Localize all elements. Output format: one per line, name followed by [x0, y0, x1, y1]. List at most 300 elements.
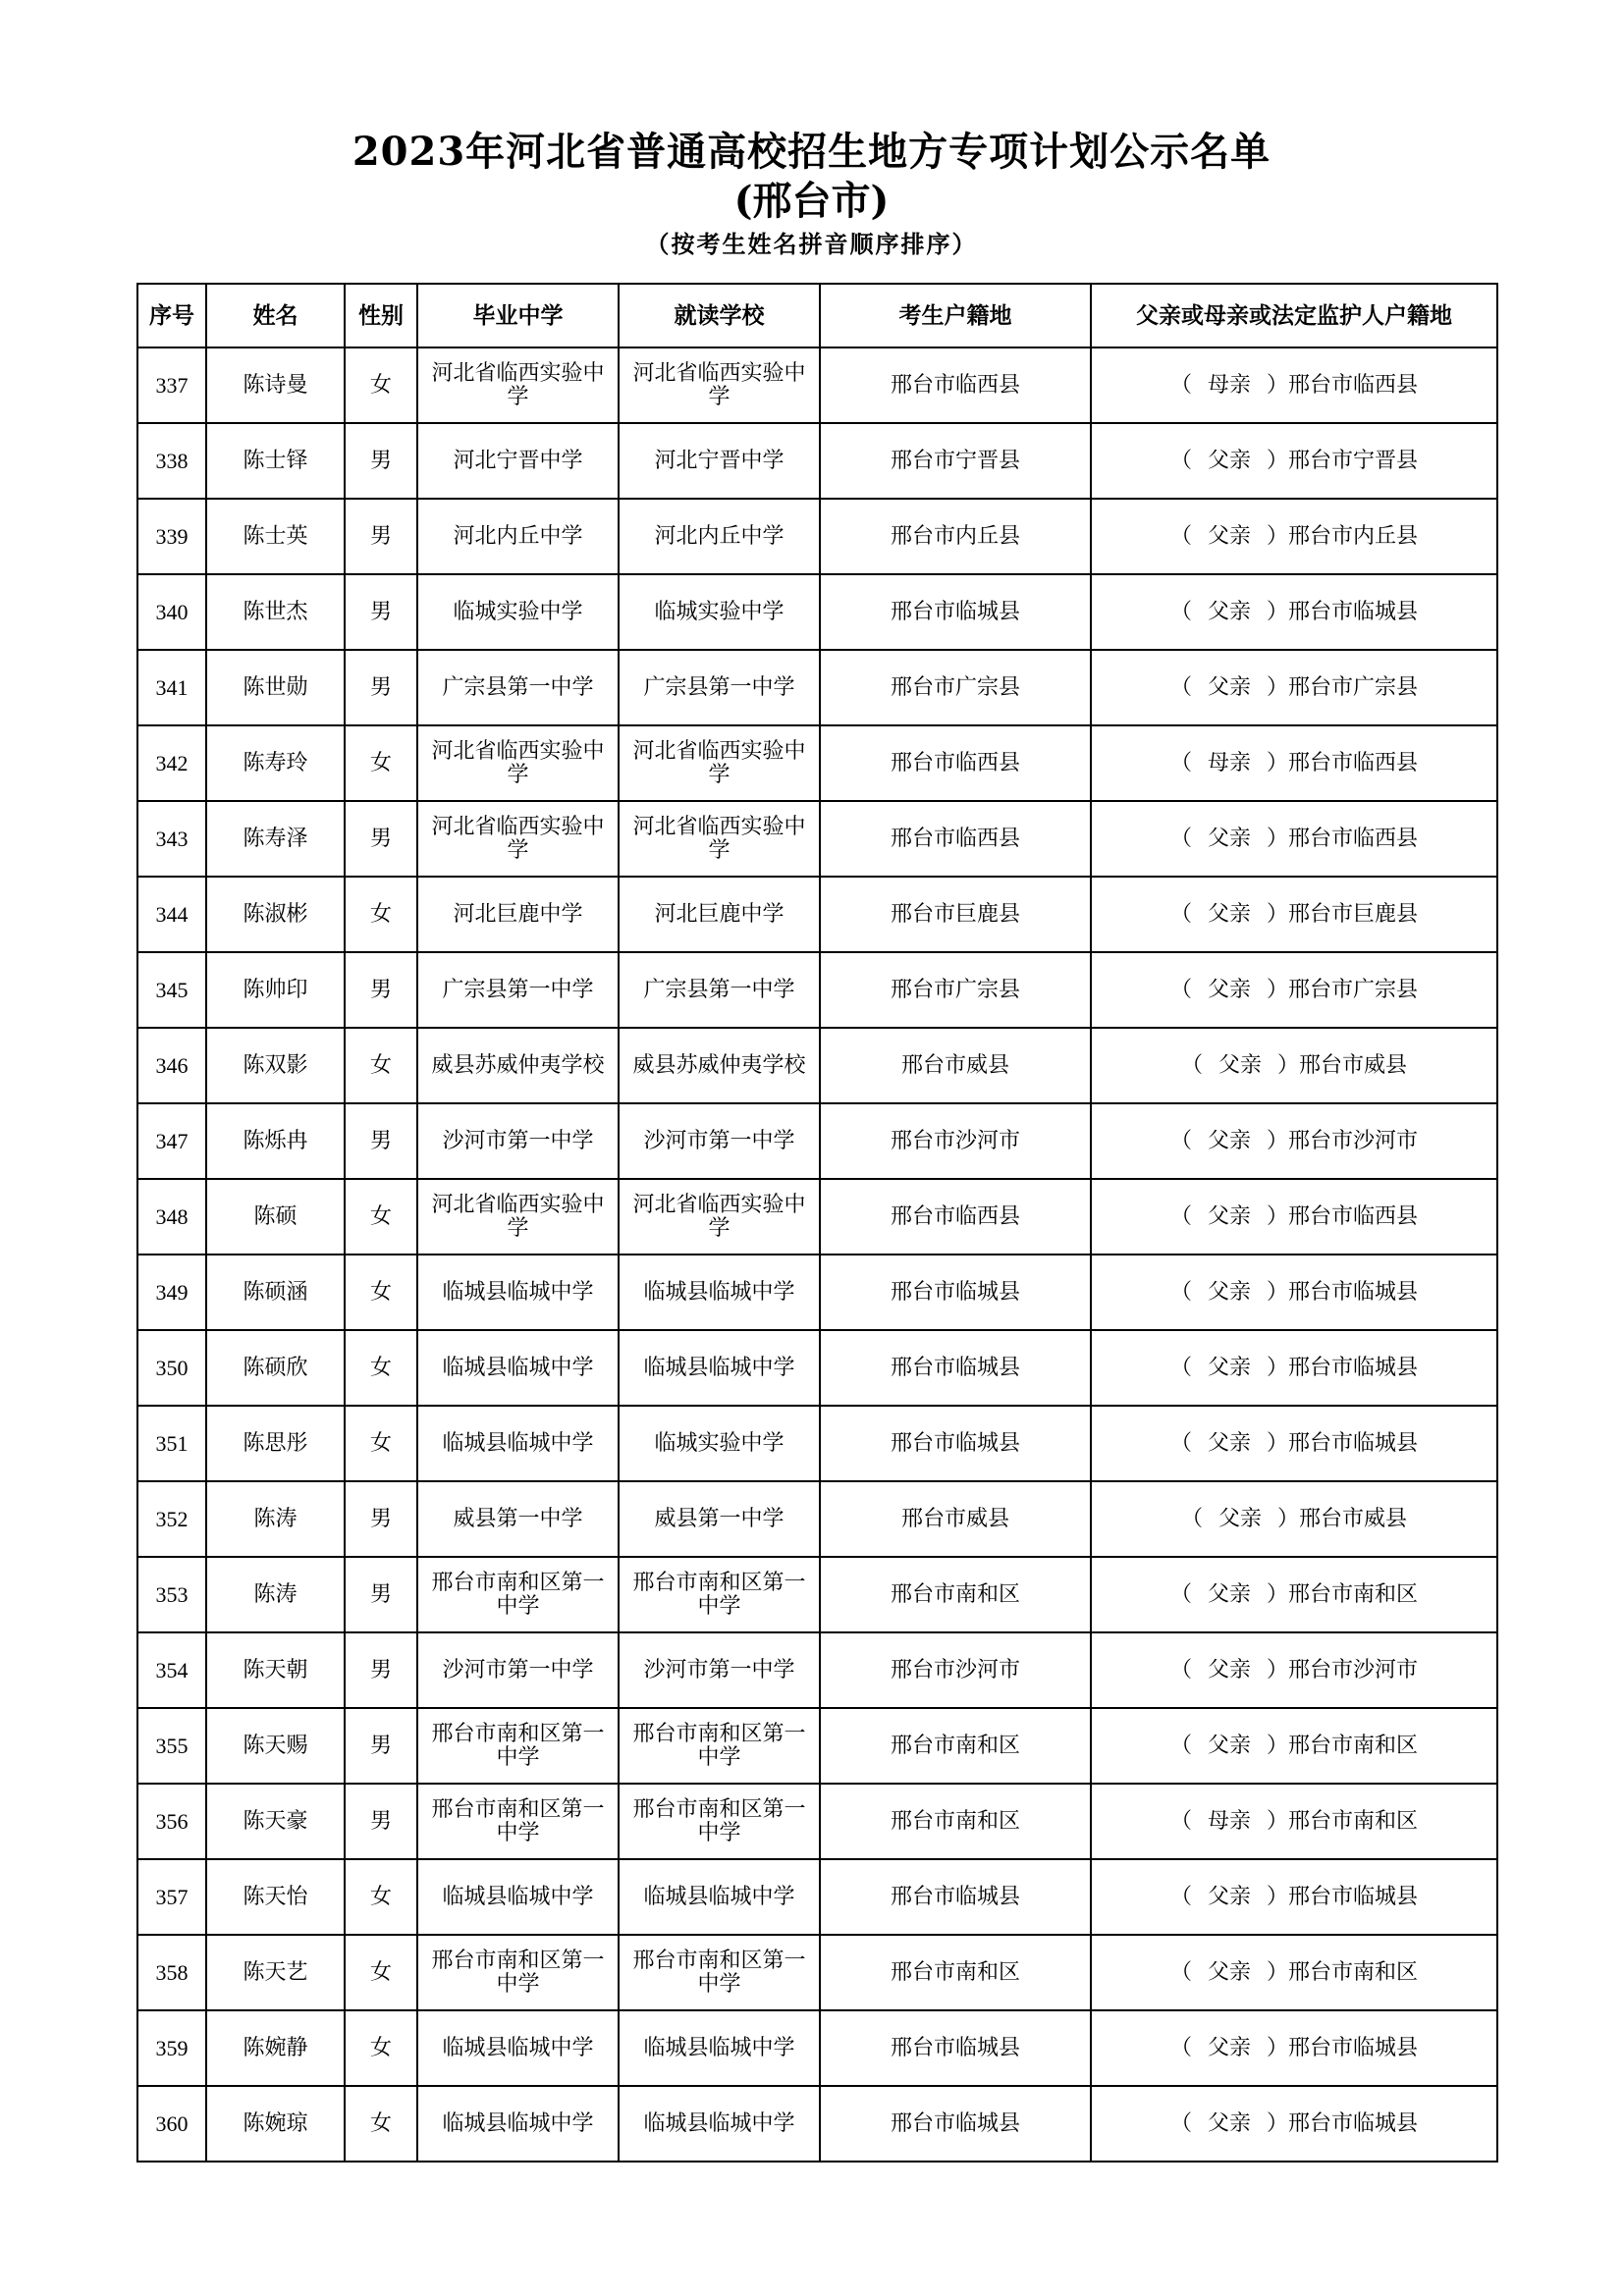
row-number: 345	[137, 952, 206, 1028]
graduation-school: 河北省临西实验中学	[431, 814, 605, 863]
student-hukou: 邢台市宁晋县	[820, 423, 1091, 499]
relation-paren-open: （	[1169, 448, 1192, 473]
parent-relation: 母亲	[1207, 750, 1251, 775]
row-number: 337	[137, 347, 206, 423]
row-number: 360	[137, 2086, 206, 2162]
graduation-school: 临城县临城中学	[442, 1430, 594, 1456]
relation-paren-close: ）	[1267, 1808, 1289, 1834]
parent-relation: 母亲	[1207, 1808, 1251, 1834]
study-school: 邢台市南和区第一中学	[632, 1570, 806, 1619]
graduation-school: 广宗县第一中学	[442, 977, 594, 1002]
parent-relation: 父亲	[1207, 1581, 1251, 1607]
graduation-school-cell	[417, 952, 619, 1028]
table-row	[137, 1935, 1497, 2010]
relation-paren-close: ）	[1267, 750, 1289, 775]
study-school: 威县苏威仲夷学校	[632, 1052, 806, 1078]
row-number: 348	[137, 1179, 206, 1255]
student-name: 陈天赐	[206, 1708, 345, 1784]
table-row	[137, 423, 1497, 499]
relation-paren-close: ）	[1267, 1203, 1289, 1229]
graduation-school-cell	[417, 423, 619, 499]
table-row	[137, 1557, 1497, 1632]
graduation-school-cell	[417, 1255, 619, 1330]
parent-hukou-cell	[1091, 1481, 1497, 1557]
study-school-cell	[619, 1179, 820, 1255]
student-hukou: 邢台市威县	[820, 1481, 1091, 1557]
relation-paren-close: ）	[1267, 523, 1289, 549]
relation-paren-open: （	[1169, 826, 1192, 851]
relation-paren-close: ）	[1267, 1733, 1289, 1758]
student-hukou: 邢台市临城县	[820, 1255, 1091, 1330]
table-row	[137, 2086, 1497, 2162]
header-study-school: 就读学校	[619, 284, 820, 347]
study-school: 广宗县第一中学	[643, 977, 795, 1002]
parent-hukou-cell	[1091, 1406, 1497, 1481]
parent-hukou-cell	[1091, 877, 1497, 952]
row-number: 338	[137, 423, 206, 499]
parent-hukou-cell	[1091, 2010, 1497, 2086]
relation-paren-open: （	[1169, 1430, 1192, 1456]
student-hukou: 邢台市临城县	[820, 2010, 1091, 2086]
student-hukou: 邢台市临西县	[820, 725, 1091, 801]
relation-paren-open: （	[1169, 1581, 1192, 1607]
study-school: 河北省临西实验中学	[632, 360, 806, 409]
document-subtitle: (邢台市)	[733, 178, 890, 224]
graduation-school-cell	[417, 1481, 619, 1557]
relation-paren-close: ）	[1267, 826, 1289, 851]
study-school: 临城实验中学	[654, 1430, 784, 1456]
parent-hukou-cell	[1091, 499, 1497, 574]
student-gender: 男	[345, 423, 417, 499]
study-school: 河北省临西实验中学	[632, 1192, 806, 1241]
table-row	[137, 1255, 1497, 1330]
graduation-school: 临城县临城中学	[442, 1279, 594, 1305]
graduation-school: 河北巨鹿中学	[453, 901, 583, 927]
parent-hukou: 邢台市临西县	[1288, 1203, 1419, 1229]
study-school-cell	[619, 1406, 820, 1481]
parent-relation: 父亲	[1207, 1279, 1251, 1305]
student-name: 陈士铎	[206, 423, 345, 499]
relation-paren-open: （	[1169, 750, 1192, 775]
study-school-cell	[619, 1859, 820, 1935]
parent-relation: 父亲	[1207, 1657, 1251, 1682]
relation-paren-close: ）	[1267, 674, 1289, 700]
study-school: 广宗县第一中学	[643, 674, 795, 700]
study-school: 河北巨鹿中学	[654, 901, 784, 927]
parent-hukou: 邢台市南和区	[1288, 1733, 1419, 1758]
graduation-school: 邢台市南和区第一中学	[431, 1721, 605, 1770]
parent-hukou-cell	[1091, 574, 1497, 650]
student-name: 陈天怡	[206, 1859, 345, 1935]
row-number: 342	[137, 725, 206, 801]
table-row	[137, 1103, 1497, 1179]
relation-paren-close: ）	[1267, 901, 1289, 927]
row-number: 340	[137, 574, 206, 650]
relation-paren-open: （	[1169, 674, 1192, 700]
relation-paren-open: （	[1169, 1733, 1192, 1758]
parent-relation: 父亲	[1207, 599, 1251, 624]
study-school-cell	[619, 1330, 820, 1406]
graduation-school-cell	[417, 1179, 619, 1255]
graduation-school-cell	[417, 1708, 619, 1784]
parent-hukou: 邢台市南和区	[1288, 1581, 1419, 1607]
parent-hukou-cell	[1091, 725, 1497, 801]
parent-hukou: 邢台市内丘县	[1288, 523, 1419, 549]
student-gender: 男	[345, 1784, 417, 1859]
study-school-cell	[619, 499, 820, 574]
graduation-school-cell	[417, 1859, 619, 1935]
study-school-cell	[619, 650, 820, 725]
study-school: 河北省临西实验中学	[632, 814, 806, 863]
row-number: 357	[137, 1859, 206, 1935]
student-hukou: 邢台市威县	[820, 1028, 1091, 1103]
study-school-cell	[619, 423, 820, 499]
study-school: 临城县临城中学	[643, 1884, 795, 1909]
graduation-school: 临城县临城中学	[442, 2110, 594, 2136]
graduation-school-cell	[417, 1784, 619, 1859]
table-row	[137, 1406, 1497, 1481]
study-school: 临城县临城中学	[643, 2035, 795, 2060]
student-name: 陈天艺	[206, 1935, 345, 2010]
student-hukou: 邢台市临西县	[820, 801, 1091, 877]
table-row	[137, 1708, 1497, 1784]
student-name: 陈诗曼	[206, 347, 345, 423]
table-row	[137, 1028, 1497, 1103]
parent-hukou-cell	[1091, 801, 1497, 877]
graduation-school-cell	[417, 347, 619, 423]
graduation-school: 沙河市第一中学	[442, 1657, 594, 1682]
student-name: 陈婉琼	[206, 2086, 345, 2162]
parent-hukou-cell	[1091, 423, 1497, 499]
table-row	[137, 1179, 1497, 1255]
student-hukou: 邢台市临城县	[820, 1859, 1091, 1935]
relation-paren-open: （	[1169, 1884, 1192, 1909]
study-school: 临城县临城中学	[643, 1355, 795, 1380]
sort-note: （按考生姓名拼音顺序排序）	[645, 231, 978, 258]
parent-relation: 父亲	[1207, 1430, 1251, 1456]
table-row	[137, 650, 1497, 725]
parent-hukou: 邢台市广宗县	[1288, 674, 1419, 700]
student-gender: 男	[345, 650, 417, 725]
parent-relation: 父亲	[1207, 977, 1251, 1002]
relation-paren-close: ）	[1267, 1657, 1289, 1682]
table-row	[137, 347, 1497, 423]
student-hukou: 邢台市临城县	[820, 1330, 1091, 1406]
row-number: 351	[137, 1406, 206, 1481]
table-row	[137, 1481, 1497, 1557]
parent-hukou-cell	[1091, 1103, 1497, 1179]
graduation-school-cell	[417, 801, 619, 877]
header-parent-hukou: 父亲或母亲或法定监护人户籍地	[1091, 284, 1497, 347]
study-school-cell	[619, 2010, 820, 2086]
parent-relation: 父亲	[1207, 1959, 1251, 1985]
parent-hukou: 邢台市南和区	[1288, 1959, 1419, 1985]
parent-hukou-cell	[1091, 1632, 1497, 1708]
parent-relation: 母亲	[1207, 372, 1251, 398]
relation-paren-open: （	[1169, 523, 1192, 549]
parent-hukou: 邢台市临城县	[1288, 1355, 1419, 1380]
student-gender: 男	[345, 1632, 417, 1708]
student-gender: 女	[345, 1935, 417, 2010]
parent-relation: 父亲	[1207, 1884, 1251, 1909]
parent-relation: 父亲	[1207, 674, 1251, 700]
parent-hukou-cell	[1091, 1028, 1497, 1103]
student-gender: 男	[345, 499, 417, 574]
parent-hukou: 邢台市临城县	[1288, 2035, 1419, 2060]
relation-paren-open: （	[1169, 372, 1192, 398]
parent-hukou: 邢台市临西县	[1288, 826, 1419, 851]
student-name: 陈世勋	[206, 650, 345, 725]
student-name: 陈婉静	[206, 2010, 345, 2086]
parent-hukou: 邢台市威县	[1299, 1506, 1408, 1531]
student-hukou: 邢台市临城县	[820, 574, 1091, 650]
study-school-cell	[619, 725, 820, 801]
student-hukou: 邢台市内丘县	[820, 499, 1091, 574]
relation-paren-close: ）	[1267, 1959, 1289, 1985]
relation-paren-close: ）	[1267, 372, 1289, 398]
relation-paren-open: （	[1169, 1808, 1192, 1834]
graduation-school: 威县苏威仲夷学校	[431, 1052, 605, 1078]
parent-relation: 父亲	[1207, 826, 1251, 851]
parent-relation: 父亲	[1217, 1506, 1262, 1531]
parent-hukou: 邢台市临城县	[1288, 2110, 1419, 2136]
student-hukou: 邢台市临西县	[820, 1179, 1091, 1255]
student-gender: 女	[345, 2010, 417, 2086]
row-number: 344	[137, 877, 206, 952]
student-gender: 女	[345, 877, 417, 952]
parent-hukou-cell	[1091, 1330, 1497, 1406]
student-hukou: 邢台市临城县	[820, 2086, 1091, 2162]
roster-table	[136, 283, 1498, 2163]
parent-hukou: 邢台市临城县	[1288, 1430, 1419, 1456]
study-school-cell	[619, 347, 820, 423]
student-name: 陈世杰	[206, 574, 345, 650]
parent-relation: 父亲	[1207, 2035, 1251, 2060]
row-number: 359	[137, 2010, 206, 2086]
graduation-school-cell	[417, 1103, 619, 1179]
student-hukou: 邢台市广宗县	[820, 650, 1091, 725]
study-school: 河北省临西实验中学	[632, 738, 806, 787]
relation-paren-open: （	[1169, 2110, 1192, 2136]
parent-hukou: 邢台市沙河市	[1288, 1657, 1419, 1682]
header-gender: 性别	[345, 284, 417, 347]
graduation-school-cell	[417, 877, 619, 952]
student-hukou: 邢台市巨鹿县	[820, 877, 1091, 952]
parent-hukou-cell	[1091, 1935, 1497, 2010]
parent-hukou: 邢台市临城县	[1288, 1279, 1419, 1305]
student-name: 陈寿泽	[206, 801, 345, 877]
student-name: 陈双影	[206, 1028, 345, 1103]
student-gender: 女	[345, 1859, 417, 1935]
row-number: 352	[137, 1481, 206, 1557]
parent-hukou-cell	[1091, 1179, 1497, 1255]
graduation-school-cell	[417, 2086, 619, 2162]
parent-hukou-cell	[1091, 2086, 1497, 2162]
parent-hukou: 邢台市临城县	[1288, 599, 1419, 624]
parent-hukou: 邢台市宁晋县	[1288, 448, 1419, 473]
student-hukou: 邢台市临西县	[820, 347, 1091, 423]
graduation-school: 威县第一中学	[453, 1506, 583, 1531]
student-gender: 男	[345, 801, 417, 877]
student-gender: 女	[345, 1028, 417, 1103]
row-number: 355	[137, 1708, 206, 1784]
study-school-cell	[619, 952, 820, 1028]
relation-paren-open: （	[1180, 1052, 1203, 1078]
student-gender: 女	[345, 1255, 417, 1330]
study-school-cell	[619, 1255, 820, 1330]
graduation-school-cell	[417, 499, 619, 574]
study-school: 临城县临城中学	[643, 2110, 795, 2136]
student-name: 陈烁冉	[206, 1103, 345, 1179]
student-hukou: 邢台市南和区	[820, 1784, 1091, 1859]
student-gender: 男	[345, 1103, 417, 1179]
parent-hukou: 邢台市临西县	[1288, 750, 1419, 775]
relation-paren-open: （	[1169, 599, 1192, 624]
student-gender: 男	[345, 952, 417, 1028]
study-school-cell	[619, 574, 820, 650]
student-gender: 男	[345, 574, 417, 650]
student-name: 陈天豪	[206, 1784, 345, 1859]
student-gender: 女	[345, 1179, 417, 1255]
study-school: 邢台市南和区第一中学	[632, 1948, 806, 1997]
parent-relation: 父亲	[1207, 523, 1251, 549]
study-school-cell	[619, 1632, 820, 1708]
header-name: 姓名	[206, 284, 345, 347]
student-hukou: 邢台市广宗县	[820, 952, 1091, 1028]
header-no: 序号	[137, 284, 206, 347]
study-school-cell	[619, 877, 820, 952]
table-row	[137, 725, 1497, 801]
study-school: 威县第一中学	[654, 1506, 784, 1531]
graduation-school-cell	[417, 725, 619, 801]
student-gender: 男	[345, 1481, 417, 1557]
study-school-cell	[619, 1708, 820, 1784]
row-number: 339	[137, 499, 206, 574]
graduation-school: 临城县临城中学	[442, 1355, 594, 1380]
study-school: 临城县临城中学	[643, 1279, 795, 1305]
graduation-school: 沙河市第一中学	[442, 1128, 594, 1153]
study-school: 邢台市南和区第一中学	[632, 1796, 806, 1845]
table-row	[137, 574, 1497, 650]
graduation-school: 临城实验中学	[453, 599, 583, 624]
table-row	[137, 1330, 1497, 1406]
parent-hukou-cell	[1091, 650, 1497, 725]
study-school-cell	[619, 1935, 820, 2010]
row-number: 341	[137, 650, 206, 725]
parent-relation: 父亲	[1207, 901, 1251, 927]
study-school-cell	[619, 801, 820, 877]
graduation-school: 临城县临城中学	[442, 1884, 594, 1909]
study-school: 邢台市南和区第一中学	[632, 1721, 806, 1770]
graduation-school-cell	[417, 1028, 619, 1103]
relation-paren-close: ）	[1277, 1052, 1300, 1078]
row-number: 347	[137, 1103, 206, 1179]
graduation-school-cell	[417, 2010, 619, 2086]
student-hukou: 邢台市南和区	[820, 1557, 1091, 1632]
parent-hukou-cell	[1091, 1784, 1497, 1859]
row-number: 343	[137, 801, 206, 877]
table-row	[137, 1859, 1497, 1935]
parent-hukou: 邢台市广宗县	[1288, 977, 1419, 1002]
parent-hukou-cell	[1091, 952, 1497, 1028]
student-name: 陈涛	[206, 1557, 345, 1632]
header-hukou: 考生户籍地	[820, 284, 1091, 347]
parent-hukou-cell	[1091, 1708, 1497, 1784]
graduation-school-cell	[417, 1632, 619, 1708]
student-gender: 男	[345, 1557, 417, 1632]
graduation-school-cell	[417, 1935, 619, 2010]
student-hukou: 邢台市沙河市	[820, 1103, 1091, 1179]
student-name: 陈天朝	[206, 1632, 345, 1708]
parent-relation: 父亲	[1207, 1128, 1251, 1153]
relation-paren-close: ）	[1267, 1430, 1289, 1456]
graduation-school-cell	[417, 1557, 619, 1632]
relation-paren-open: （	[1169, 1355, 1192, 1380]
relation-paren-close: ）	[1267, 2035, 1289, 2060]
parent-relation: 父亲	[1207, 448, 1251, 473]
table-row	[137, 801, 1497, 877]
graduation-school: 邢台市南和区第一中学	[431, 1948, 605, 1997]
relation-paren-open: （	[1169, 901, 1192, 927]
study-school-cell	[619, 1481, 820, 1557]
parent-hukou-cell	[1091, 347, 1497, 423]
student-gender: 女	[345, 347, 417, 423]
table-row	[137, 952, 1497, 1028]
row-number: 353	[137, 1557, 206, 1632]
student-hukou: 邢台市沙河市	[820, 1632, 1091, 1708]
parent-hukou-cell	[1091, 1859, 1497, 1935]
parent-relation: 父亲	[1207, 1355, 1251, 1380]
table-row	[137, 1784, 1497, 1859]
graduation-school-cell	[417, 1406, 619, 1481]
relation-paren-close: ）	[1267, 1355, 1289, 1380]
relation-paren-close: ）	[1267, 1581, 1289, 1607]
row-number: 346	[137, 1028, 206, 1103]
graduation-school: 河北内丘中学	[453, 523, 583, 549]
student-hukou: 邢台市临城县	[820, 1406, 1091, 1481]
student-name: 陈寿玲	[206, 725, 345, 801]
relation-paren-open: （	[1169, 1128, 1192, 1153]
graduation-school: 临城县临城中学	[442, 2035, 594, 2060]
student-gender: 女	[345, 725, 417, 801]
row-number: 358	[137, 1935, 206, 2010]
parent-hukou: 邢台市沙河市	[1288, 1128, 1419, 1153]
graduation-school-cell	[417, 650, 619, 725]
row-number: 350	[137, 1330, 206, 1406]
student-name: 陈硕涵	[206, 1255, 345, 1330]
parent-hukou: 邢台市南和区	[1288, 1808, 1419, 1834]
student-name: 陈硕欣	[206, 1330, 345, 1406]
relation-paren-open: （	[1169, 2035, 1192, 2060]
relation-paren-close: ）	[1267, 2110, 1289, 2136]
row-number: 356	[137, 1784, 206, 1859]
student-name: 陈硕	[206, 1179, 345, 1255]
relation-paren-open: （	[1169, 1657, 1192, 1682]
parent-relation: 父亲	[1207, 1203, 1251, 1229]
graduation-school: 河北省临西实验中学	[431, 360, 605, 409]
student-name: 陈帅印	[206, 952, 345, 1028]
student-hukou: 邢台市南和区	[820, 1935, 1091, 2010]
graduation-school: 邢台市南和区第一中学	[431, 1796, 605, 1845]
table-row	[137, 1632, 1497, 1708]
relation-paren-close: ）	[1267, 599, 1289, 624]
student-name: 陈涛	[206, 1481, 345, 1557]
relation-paren-open: （	[1169, 1203, 1192, 1229]
graduation-school: 河北省临西实验中学	[431, 738, 605, 787]
student-hukou: 邢台市南和区	[820, 1708, 1091, 1784]
parent-hukou-cell	[1091, 1255, 1497, 1330]
relation-paren-close: ）	[1267, 1128, 1289, 1153]
